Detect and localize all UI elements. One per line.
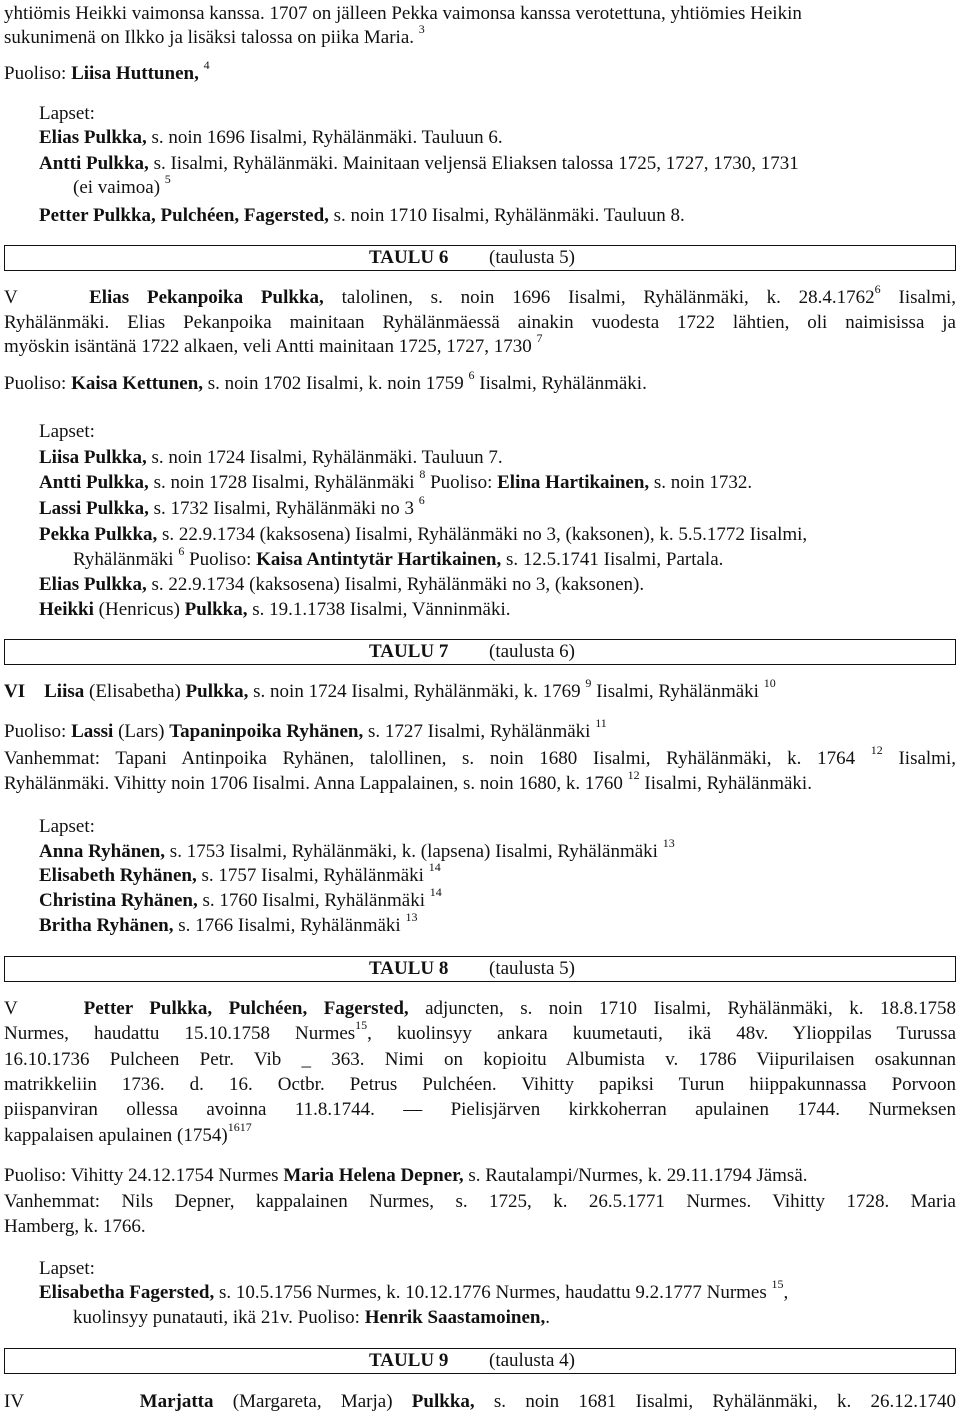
child-entry bbox=[39, 573, 644, 597]
spouse-line bbox=[4, 57, 210, 86]
entry-text: Puoliso: Vihitty 24.12.1754 Nurmes bbox=[4, 1165, 284, 1186]
entry-text: kappalaisen apulainen (1754) bbox=[4, 1125, 228, 1146]
entry-text: (Lars) bbox=[113, 721, 170, 742]
entry-text: s. 10.5.1756 Nurmes, k. 10.12.1776 Nurmes, haudattu 9.2.1777 Nurmes bbox=[214, 1282, 767, 1303]
table-reference: (taulusta 4) bbox=[489, 1350, 576, 1371]
footnote-ref: 13 bbox=[662, 835, 675, 850]
person-name: Petter Pulkka, Pulchéen, Fagersted, bbox=[39, 205, 329, 226]
person-name: Liisa Pulkka, bbox=[39, 447, 147, 468]
child-entry bbox=[39, 884, 442, 913]
child-entry bbox=[39, 598, 511, 622]
person-name: Elina Hartikainen, bbox=[497, 472, 650, 493]
table-reference: (taulusta 6) bbox=[489, 641, 576, 662]
child-entry bbox=[39, 466, 753, 495]
person-name: Lassi bbox=[71, 721, 114, 742]
person-name: Lassi Pulkka, bbox=[39, 498, 149, 519]
text-line: Vanhemmat: Nils Depner, kappalainen Nurmes, s. 1725, k. 26.5.1771 Nurmes. Vihitty 1728. Maria bbox=[4, 1191, 956, 1212]
person-name: Elisabeth Ryhänen, bbox=[39, 865, 197, 886]
entry-text: s. noin 1702 Iisalmi, k. noin 1759 bbox=[203, 373, 464, 394]
table-header-box bbox=[4, 956, 956, 982]
text-line bbox=[4, 997, 956, 1021]
paragraph-text: yhtiömis Heikki vaimonsa kanssa. 1707 on jälleen Pekka vaimonsa kanssa verotettuna, yhtiömies Heikin bbox=[4, 3, 802, 24]
person-name: Kaisa Antintytär Hartikainen, bbox=[256, 549, 502, 570]
entry-text: . bbox=[545, 1307, 550, 1328]
child-entry bbox=[39, 152, 799, 176]
table-number: TAULU 9 bbox=[369, 1350, 449, 1371]
footnote-ref: 1617 bbox=[227, 1119, 252, 1134]
paragraph-text: sukunimenä on Ilkko ja lisäksi talossa on piika Maria. bbox=[4, 27, 415, 48]
text-line: 16.10.1736 Pulcheen Petr. Vib _ 363. Nimi on kopioitu Albumista v. 1786 Viipurilaisen osakunnan bbox=[4, 1049, 956, 1070]
person-name: Elias Pulkka, bbox=[39, 574, 147, 595]
entry-text: s. 1757 Iisalmi, Ryhälänmäki bbox=[196, 865, 424, 886]
table-reference: (taulusta 5) bbox=[489, 247, 576, 268]
table-header-box bbox=[4, 639, 956, 665]
entry-text: s. noin 1724 Iisalmi, Ryhälänmäki, k. 1769 bbox=[248, 681, 581, 702]
footnote-ref: 4 bbox=[203, 57, 210, 72]
table-reference: (taulusta 5) bbox=[489, 958, 576, 979]
footnote-ref: 5 bbox=[164, 171, 171, 186]
text-line: piispanviran ollessa avoinna 11.8.1744. — Pielisjärven kirkkoherran apulainen 1744. Nurmeksen bbox=[4, 1099, 956, 1120]
entry-text: Vanhemmat: Tapani Antinpoika Ryhänen, talollinen, s. noin 1680 Iisalmi, Ryhälänmäki, k. 1764 bbox=[4, 748, 856, 769]
entry-text: Iisalmi, Ryhälänmäki. bbox=[639, 773, 812, 794]
text-line: Hamberg, k. 1766. bbox=[4, 1216, 146, 1237]
entry-text: Iisalmi, bbox=[882, 748, 956, 769]
entry-text: s. 1727 Iisalmi, Ryhälänmäki bbox=[363, 721, 591, 742]
child-entry bbox=[39, 859, 441, 888]
generation-numeral: V bbox=[4, 998, 18, 1019]
person-name: Elias Pekanpoika Pulkka, bbox=[89, 287, 324, 308]
entry-continuation bbox=[73, 1306, 550, 1330]
person-name: Liisa Huttunen, bbox=[71, 63, 199, 84]
entry-text: Iisalmi, Ryhälänmäki bbox=[591, 681, 759, 702]
entry-text: kuolinsyy punatauti, ikä 21v. Puoliso: bbox=[73, 1307, 365, 1328]
entry-text: s. noin 1724 Iisalmi, Ryhälänmäki. Tauluun 7. bbox=[146, 447, 503, 468]
text-line bbox=[4, 21, 425, 50]
table-header-box bbox=[4, 1348, 956, 1374]
text-line bbox=[4, 330, 543, 359]
child-entry bbox=[39, 1276, 789, 1305]
entry-text: Iisalmi, Ryhälänmäki. bbox=[474, 373, 647, 394]
text-line bbox=[4, 2, 802, 26]
person-name: Marjatta bbox=[139, 1391, 214, 1412]
entry-text: Ryhälänmäki. Vihitty noin 1706 Iisalmi. Anna Lappalainen, s. noin 1680, k. 1760 bbox=[4, 773, 623, 794]
footnote-ref: 14 bbox=[428, 859, 441, 874]
table-title bbox=[369, 1349, 448, 1373]
entry-text: s. noin 1681 Iisalmi, Ryhälänmäki, k. 26.12.1740 bbox=[474, 1391, 956, 1412]
footnote-ref: 13 bbox=[405, 909, 418, 924]
footnote-ref: 10 bbox=[763, 675, 776, 690]
footnote-ref: 6 bbox=[468, 367, 475, 382]
person-name: Antti Pulkka, bbox=[39, 153, 149, 174]
children-label: Lapset: bbox=[39, 1258, 95, 1279]
table-title bbox=[369, 957, 448, 981]
footnote-ref: 3 bbox=[418, 21, 425, 36]
person-name: Pulkka, bbox=[184, 599, 248, 620]
footnote-ref: 9 bbox=[585, 675, 592, 690]
entry-text: s. 19.1.1738 Iisalmi, Vänninmäki. bbox=[247, 599, 511, 620]
table-number: TAULU 8 bbox=[369, 958, 449, 979]
entry-text: talolinen, s. noin 1696 Iisalmi, Ryhälänmäki, k. 28.4.1762 bbox=[323, 287, 875, 308]
entry-text: s. noin 1696 Iisalmi, Ryhälänmäki. Tauluun 6. bbox=[146, 127, 503, 148]
person-name: Elisabetha Fagersted, bbox=[39, 1282, 215, 1303]
entry-text: Puoliso: bbox=[425, 472, 498, 493]
footnote-ref: 15 bbox=[771, 1276, 784, 1291]
entry-text: s. noin 1710 Iisalmi, Ryhälänmäki. Tauluun 8. bbox=[328, 205, 685, 226]
child-entry bbox=[39, 492, 425, 521]
person-name: Anna Ryhänen, bbox=[39, 841, 166, 862]
entry-continuation bbox=[73, 171, 171, 200]
entry-text: Iisalmi, bbox=[880, 287, 957, 308]
person-name: Elias Pulkka, bbox=[39, 127, 147, 148]
entry-text: (Margareta, Marja) bbox=[213, 1391, 412, 1412]
spouse-label: Puoliso: bbox=[4, 63, 67, 84]
footnote-ref: 6 bbox=[874, 281, 881, 296]
entry-text: , kuolinsyy ankara kuumetauti, ikä 48v. Ylioppilas Turussa bbox=[367, 1023, 956, 1044]
text-line bbox=[4, 1390, 956, 1414]
person-name: Tapaninpoika Ryhänen, bbox=[169, 721, 364, 742]
table-number: TAULU 6 bbox=[369, 247, 449, 268]
entry-text: (ei vaimoa) bbox=[73, 177, 161, 198]
entry-text: , bbox=[783, 1282, 789, 1303]
person-name: Pekka Pulkka, bbox=[39, 524, 158, 545]
child-entry bbox=[39, 909, 418, 938]
footnote-ref: 12 bbox=[627, 767, 640, 782]
person-name: Maria Helena Depner, bbox=[283, 1165, 464, 1186]
entry-text: s. noin 1728 Iisalmi, Ryhälänmäki bbox=[148, 472, 415, 493]
children-label: Lapset: bbox=[39, 103, 95, 124]
child-entry bbox=[39, 204, 685, 228]
person-name: Antti Pulkka, bbox=[39, 472, 149, 493]
generation-numeral: IV bbox=[4, 1391, 25, 1412]
text-line bbox=[4, 281, 957, 310]
footnote-ref: 6 bbox=[178, 543, 185, 558]
entry-text: myöskin isäntänä 1722 alkaen, veli Antti mainitaan 1725, 1727, 1730 bbox=[4, 336, 532, 357]
person-name: Britha Ryhänen, bbox=[39, 915, 174, 936]
footnote-ref: 15 bbox=[355, 1017, 368, 1032]
child-entry bbox=[39, 126, 503, 150]
table-number: TAULU 7 bbox=[369, 641, 449, 662]
person-name: Henrik Saastamoinen, bbox=[364, 1307, 546, 1328]
person-name: Christina Ryhänen, bbox=[39, 890, 198, 911]
generation-numeral: VI bbox=[4, 681, 26, 702]
entry-text: s. 22.9.1734 (kaksosena) Iisalmi, Ryhälänmäki no 3, (kaksonen). bbox=[146, 574, 645, 595]
children-label: Lapset: bbox=[39, 816, 95, 837]
entry-text: Nurmes, haudattu 15.10.1758 Nurmes bbox=[4, 1023, 356, 1044]
footnote-ref: 14 bbox=[429, 884, 442, 899]
person-name: Heikki bbox=[39, 599, 94, 620]
entry-text: s. noin 1732. bbox=[649, 472, 753, 493]
spouse-line bbox=[4, 715, 607, 744]
spouse-line bbox=[4, 1164, 808, 1188]
entry-text: s. 1760 Iisalmi, Ryhälänmäki bbox=[197, 890, 425, 911]
entry-text: s. 1732 Iisalmi, Ryhälänmäki no 3 bbox=[148, 498, 415, 519]
entry-text: adjuncten, s. noin 1710 Iisalmi, Ryhälänmäki, k. 18.8.1758 bbox=[408, 998, 956, 1019]
person-name: Liisa bbox=[44, 681, 85, 702]
children-label: Lapset: bbox=[39, 421, 95, 442]
child-entry bbox=[39, 446, 503, 470]
person-name: Pulkka, bbox=[411, 1391, 475, 1412]
table-header-box bbox=[4, 245, 956, 271]
entry-text: s. Rautalampi/Nurmes, k. 29.11.1794 Jämsä. bbox=[463, 1165, 808, 1186]
child-entry bbox=[39, 835, 675, 864]
entry-text: s. 1766 Iisalmi, Ryhälänmäki bbox=[173, 915, 401, 936]
spouse-label: Puoliso: bbox=[4, 721, 67, 742]
footnote-ref: 6 bbox=[418, 492, 425, 507]
entry-text: (Elisabetha) bbox=[84, 681, 186, 702]
spouse-line bbox=[4, 367, 647, 396]
spouse-label: Puoliso: bbox=[4, 373, 67, 394]
entry-text: s. 12.5.1741 Iisalmi, Partala. bbox=[501, 549, 724, 570]
text-line: Ryhälänmäki. Elias Pekanpoika mainitaan Ryhälänmäessä ainakin vuodesta 1722 lähtien, oli naimisissa ja bbox=[4, 312, 956, 333]
person-name: Kaisa Kettunen, bbox=[71, 373, 204, 394]
child-entry bbox=[39, 523, 807, 547]
text-line bbox=[4, 675, 776, 704]
entry-text: s. 1753 Iisalmi, Ryhälänmäki, k. (lapsena) Iisalmi, Ryhälänmäki bbox=[165, 841, 658, 862]
footnote-ref: 8 bbox=[419, 466, 426, 481]
entry-text: (Henricus) bbox=[93, 599, 185, 620]
table-title bbox=[369, 246, 448, 270]
text-line: matrikkeliin 1736. d. 16. Octbr. Petrus Pulchéen. Vihitty papiksi Turun hiippakunnassa Porvoon bbox=[4, 1074, 956, 1095]
text-line bbox=[4, 1119, 252, 1148]
text-line bbox=[4, 767, 812, 796]
text-line bbox=[4, 742, 956, 771]
entry-text: Ryhälänmäki bbox=[73, 549, 174, 570]
footnote-ref: 11 bbox=[595, 715, 607, 730]
footnote-ref: 7 bbox=[536, 330, 543, 345]
entry-text: Puoliso: bbox=[184, 549, 257, 570]
generation-numeral: V bbox=[4, 287, 18, 308]
entry-continuation bbox=[73, 543, 724, 572]
person-name: Petter Pulkka, Pulchéen, Fagersted, bbox=[83, 998, 409, 1019]
text-line bbox=[4, 1017, 956, 1046]
footnote-ref: 12 bbox=[870, 742, 883, 757]
table-title bbox=[369, 640, 448, 664]
entry-text: s. Iisalmi, Ryhälänmäki. Mainitaan veljensä Eliaksen talossa 1725, 1727, 1730, 1731 bbox=[148, 153, 799, 174]
entry-text: s. 22.9.1734 (kaksosena) Iisalmi, Ryhälänmäki no 3, (kaksonen), k. 5.5.1772 Iisalmi, bbox=[157, 524, 808, 545]
person-name: Pulkka, bbox=[185, 681, 249, 702]
